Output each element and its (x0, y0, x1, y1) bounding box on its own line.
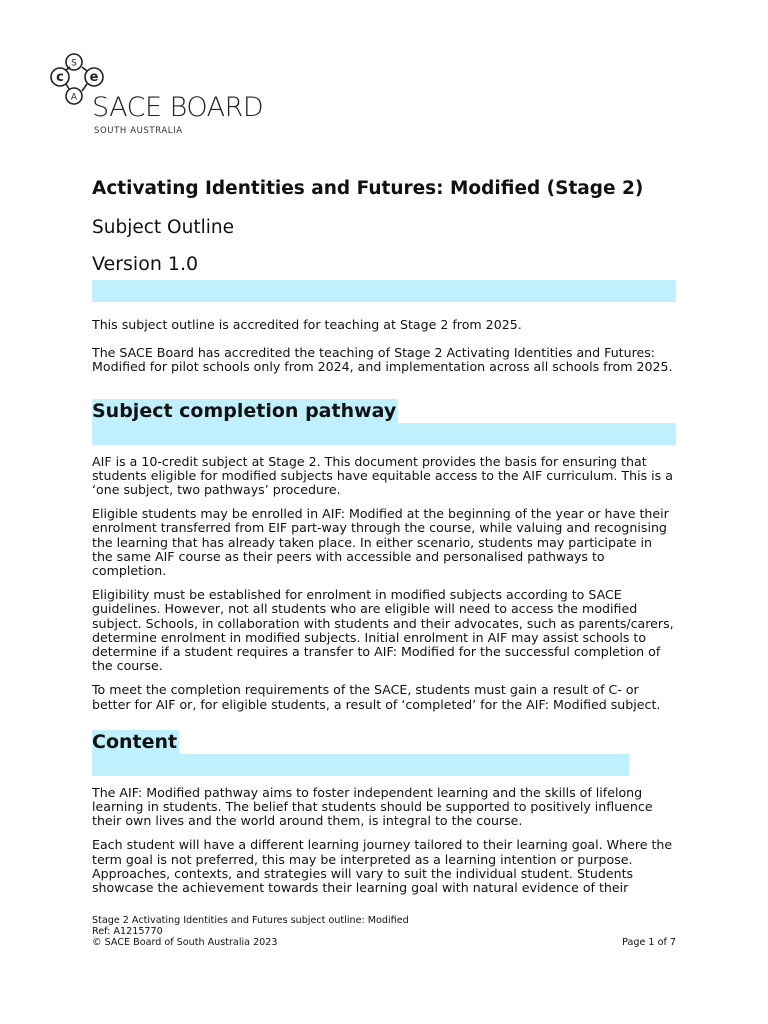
footer-copyright: © SACE Board of South Australia 2023 (92, 937, 278, 948)
version-heading: Version 1.0 (92, 253, 199, 275)
document-subtitle: Subject Outline (92, 217, 234, 238)
section-heading-pathway: Subject completion pathway (92, 399, 397, 422)
logo-letter-c: c (56, 70, 64, 85)
logo-letter-e: e (89, 70, 99, 85)
logo-letter-a: A (70, 92, 78, 103)
footer-doc-name: Stage 2 Activating Identities and Futures subject outline: Modified (92, 915, 409, 926)
highlight-bar (92, 280, 676, 302)
document-title: Activating Identities and Futures: Modified (Stage 2) (92, 178, 644, 199)
sace-logo (46, 50, 286, 140)
logo-subtitle: SOUTH AUSTRALIA (94, 126, 183, 136)
pathway-paragraph: AIF is a 10-credit subject at Stage 2. This document provides the basis for ensuring that students eligible for modified subjects have equitable access to the AIF curriculum. This is a ‘one subject, two pathways’ procedure. (92, 453, 673, 498)
logo-letter-s: S (71, 58, 77, 69)
page-footer (92, 915, 676, 948)
footer-ref: Ref: A1215770 (92, 926, 163, 937)
content-paragraph: The AIF: Modified pathway aims to foster independent learning and the skills of lifelong learning in students. The belief that students should be supported to positively influence their own lives and the world around them, is integral to the course. (92, 784, 653, 829)
content-paragraph: Each student will have a different learning journey tailored to their learning goal. Where the term goal is not preferred, this may be interpreted as a learning intention or purpose. Approaches, contexts, and strategies will vary to suit the individual student. Students showcase the achievement towards their learning goal with natural evidence of their (92, 837, 673, 896)
pathway-paragraph: To meet the completion requirements of the SACE, students must gain a result of C- or better for AIF or, for eligible students, a result of ‘completed’ for the AIF: Modified subject. (92, 682, 661, 712)
logo-wordmark: SACE BOARD (92, 92, 264, 123)
pathway-paragraph: Eligibility must be established for enrolment in modified subjects according to SACE guidelines. However, not all students who are eligible will need to access the modified subject. Schools, in collaboration with students and their advocates, such as parents/carers, determine enrolment in modified subjects. Initial enrolment in AIF may assist schools to determine if a student requires a transfer to AIF: Modified for the successful completion of the course. (92, 587, 674, 674)
highlight-bar (92, 423, 676, 445)
intro-paragraph: This subject outline is accredited for teaching at Stage 2 from 2025. (92, 317, 522, 332)
highlight-bar (92, 754, 629, 776)
document-body (92, 176, 676, 895)
intro-paragraph: The SACE Board has accredited the teaching of Stage 2 Activating Identities and Futures: Modified for pilot schools only from 2024, and implementation across all schools from 2025. (92, 345, 673, 375)
page-number: Page 1 of 7 (622, 937, 676, 948)
section-heading-content: Content (92, 730, 178, 753)
pathway-paragraph: Eligible students may be enrolled in AIF: Modified at the beginning of the year or have their enrolment transferred from EIF part-way through the course, while valuing and recognising the learning that has already taken place. In either scenario, students may participate in the same AIF course as their peers with accessible and personalised pathways to completion. (92, 506, 669, 579)
